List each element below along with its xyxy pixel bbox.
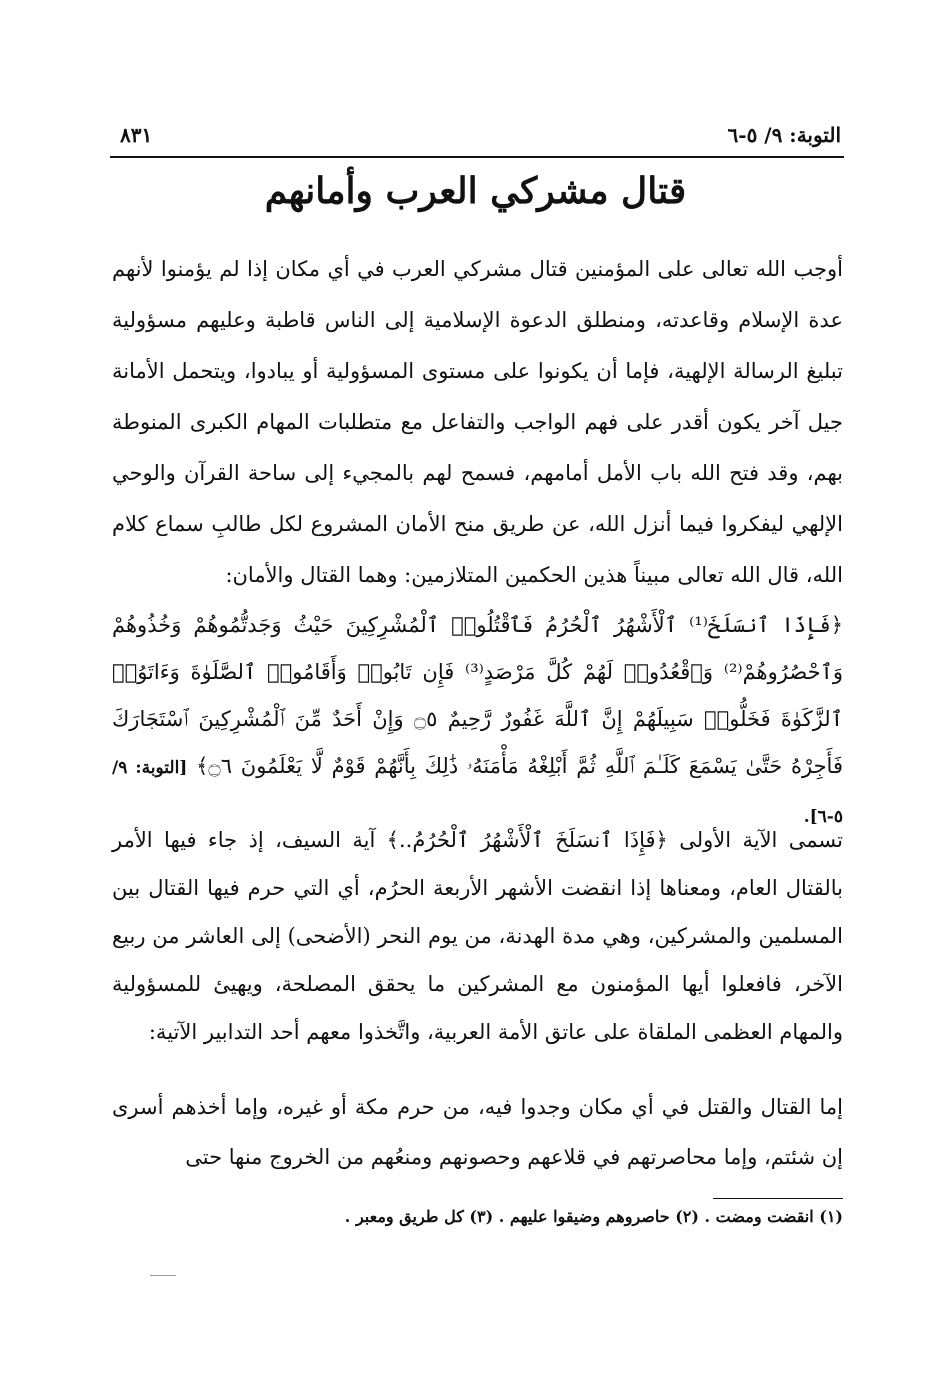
section-title: قتال مشركي العرب وأمانهم	[264, 170, 687, 212]
footnote-divider	[713, 1198, 843, 1199]
paragraph-intro: أوجب الله تعالى على المؤمنين قتال مشركي العرب في أي مكان إذا لم يؤمنوا لأنهم عدة الإسلام وقاعدته، ومنطلق الدعوة الإسلامية إلى الناس قاطبة وعليهم مسؤولية تبليغ الرسالة الإلهية، فإما أن يكونوا على مستوى المسؤولية أو يبادوا، ويتحمل الأمانة جيل آخر يكون أقدر على فهم الواجب والتفاعل مع متطلبات المهام الكبرى المنوطة بهم، وقد فتح الله باب الأمل أمامهم، فسمح لهم بالمجيء إلى ساحة القرآن والوحي الإلهي ليفكروا فيما أنزل الله، عن طريق منح الأمان المشروع لكل طالبِ سماع كلام الله، قال الله تعالى مبيناً هذين الحكمين المتلازمين: وهما القتال والأمان:	[112, 257, 843, 587]
page-number: ٨٣١	[120, 123, 153, 147]
surah-reference: التوبة: ٩/ ٥-٦	[727, 123, 841, 147]
paragraph-explanation: تسمى الآية الأولى ﴿فَإِذَا ٱنسَلَخَ ٱلْأَشْهُرُ ٱلْحُرُمُ..﴾ آية السيف، إذ جاء فيها الأمر بالقتال العام، ومعناها إذا انقضت الأشهر الأربعة الحرُم، أي التي حرم فيها القتال بين المسلمين والمشركين، وهي مدة الهدنة، من يوم النحر (الأضحى) إلى العاشر من ربيع الآخر، فافعلوا أيها المؤمنون مع المشركين ما يحقق المصلحة، ويهيئ للمسؤولية والمهام العظمى الملقاة على عاتق الأمة العربية، واتَّخذوا معهم أحد التدابير الآتية:	[112, 828, 843, 1044]
verse-citation: [التوبة: ٩/ ٥-٦].	[112, 758, 843, 827]
quran-verse-text: ﴿فَإِذَا ٱنسَلَخَ⁽¹⁾ ٱلْأَشْهُرُ ٱلْحُرُمُ فَٱقْتُلُوا۟ ٱلْمُشْرِكِينَ حَيْثُ وَجَدتُّمُوهُمْ وَخُذُوهُمْ وَٱحْصُرُوهُمْ⁽²⁾ وَٱقْعُدُوا۟ لَهُمْ كُلَّ مَرْصَدٍ⁽³⁾ فَإِن تَابُوا۟ وَأَقَامُوا۟ ٱلصَّلَوٰةَ وَءَاتَوُا۟ ٱلزَّكَوٰةَ فَخَلُّوا۟ سَبِيلَهُمْ إِنَّ ٱللَّهَ غَفُورٌ رَّحِيمٌ ۝٥ وَإِنْ أَحَدٌ مِّنَ ٱلْمُشْرِكِينَ ٱسْتَجَارَكَ فَأَجِرْهُ حَتَّىٰ يَسْمَعَ كَلَـٰمَ ٱللَّهِ ثُمَّ أَبْلِغْهُ مَأْمَنَهُۥ ذَٰلِكَ بِأَنَّهُمْ قَوْمٌ لَّا يَعْلَمُونَ ۝٦﴾	[112, 613, 844, 778]
header-divider	[110, 156, 844, 158]
footnotes: (١) انقضت ومضت . (٢) حاصروهم وضيقوا عليهم . (٣) كل طريق ومعبر .	[344, 1207, 843, 1226]
paragraph-measures: إما القتال والقتل في أي مكان وجدوا فيه، من حرم مكة أو غيره، وإما أخذهم أسرى إن شئتم، وإما محاصرتهم في قلاعهم وحصونهم ومنعُهم من الخروج منها حتى	[112, 1095, 843, 1169]
quran-verse-block	[112, 602, 843, 841]
page-header	[120, 118, 841, 152]
bottom-mark	[150, 1275, 176, 1276]
